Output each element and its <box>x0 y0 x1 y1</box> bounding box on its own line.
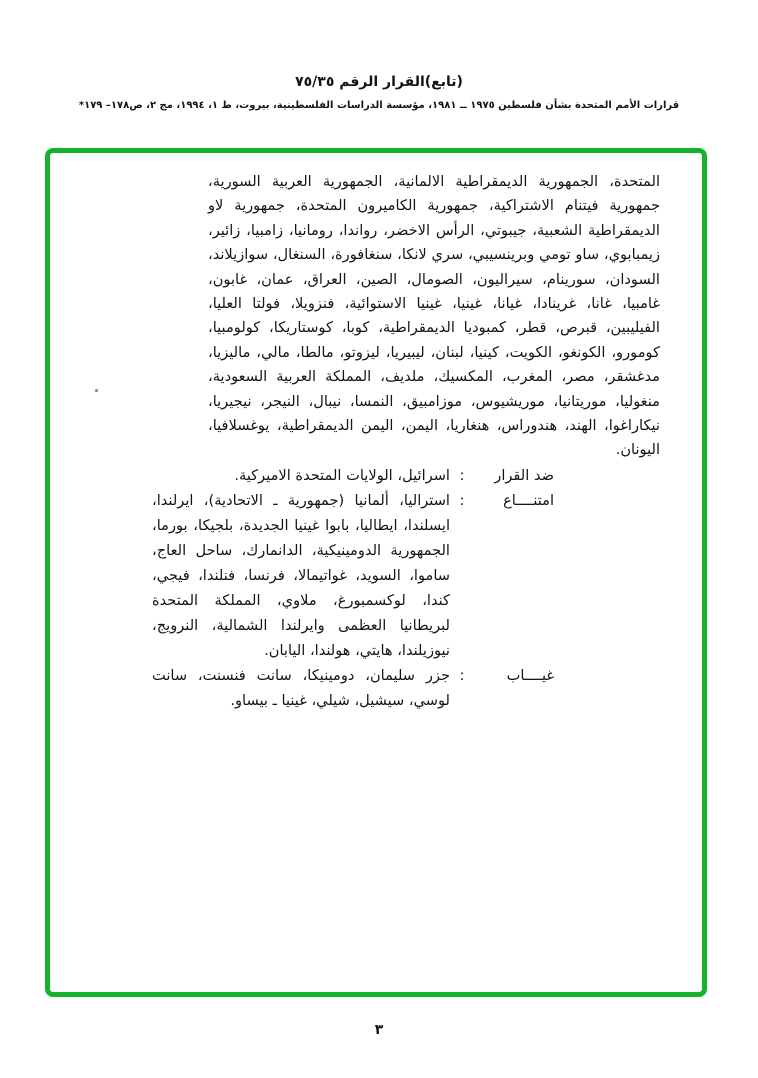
section-absent <box>152 663 554 713</box>
source-citation: قرارات الأمم المتحدة بشأن فلسطين ١٩٧٥ ــ ١٩٨١، مؤسسة الدراسات الفلسطينية، بيروت، ط ١، ١٩٩٤، مج ٢، ص١٧٨– ١٧٩* <box>78 100 680 111</box>
against-label: ضد القرار <box>494 466 554 484</box>
against-colon: : <box>459 466 465 484</box>
absent-colon: : <box>459 666 465 684</box>
abstain-list: استراليا، ألمانيا (جمهورية ـ الاتحادية)، ايرلندا، ايسلندا، ايطاليا، بابوا غينيا الجديدة، بلجيكا، بورما، الجمهورية الدومينيكية، الدانمارك، ساحل العاج، ساموا، السويد، غواتيمالا، فرنسا، فنلندا، فيجي، كندا، لوكسمبورغ، ملاوي، المملكة المتحدة لبريطانيا العظمى وايرلندا الشمالية، النرويج، نيوزيلندا، هايتي، هولندا، اليابان. <box>152 491 450 659</box>
page-title: (تابع)القرار الرقم ٧٥/٣٥ <box>295 74 463 90</box>
resolution-vote-text <box>100 170 660 713</box>
favor-list-continuation: المتحدة، الجمهورية الديمقراطية الالمانية، الجمهورية العربية السورية، جمهورية فيتنام الاشتراكية، جمهورية الكاميرون المتحدة، جمهورية لاو الديمقراطية الشعبية، جيبوتي، الرأس الاخضر، رواندا، رومانيا، زامبيا، زائير، زيمبابوي، ساو تومي وبرينسيبي، سري لانكا، سنغافورة، السنغال، سوازيلاند، السودان، سورينام، سيراليون، الصومال، الصين، العراق، عمان، غابون، غامبيا، غانا، غرينادا، غيانا، غينيا، غينيا الاستوائية، فنزويلا، فولتا العليا، الفيليبين، قبرص، قطر، كمبوديا الديمقراطية، كوبا، كوستاريكا، كولومبيا، كومورو، الكونغو، الكويت، كينيا، لبنان، ليبيريا، ليزوتو، مالطا، مالي، ماليزيا، مدغشقر، مصر، المغرب، المكسيك، ملديف، المملكة العربية السعودية، منغوليا، موريتانيا، موريشيوس، موزامبيق، النمسا، نيبال، النيجر، نيجيريا، نيكاراغوا، الهند، هندوراس، هنغاريا، اليمن، اليمن الديمقراطية، يوغسلافيا، اليونان. <box>208 173 660 459</box>
absent-list: جزر سليمان، دومينيكا، سانت فنسنت، سانت لوسي، سيشيل، شيلي، غينيا ـ بيساو. <box>152 666 450 709</box>
abstain-colon: : <box>459 491 465 509</box>
scan-speck <box>95 389 98 392</box>
absent-label: غيــــاب <box>506 666 554 684</box>
section-against <box>152 463 554 488</box>
abstain-label: امتنــــاع <box>503 491 554 509</box>
green-frame <box>45 148 707 997</box>
section-abstain <box>152 488 554 663</box>
against-list: اسرائيل، الولايات المتحدة الاميركية. <box>234 466 450 484</box>
page-number: ٣ <box>374 1022 384 1038</box>
